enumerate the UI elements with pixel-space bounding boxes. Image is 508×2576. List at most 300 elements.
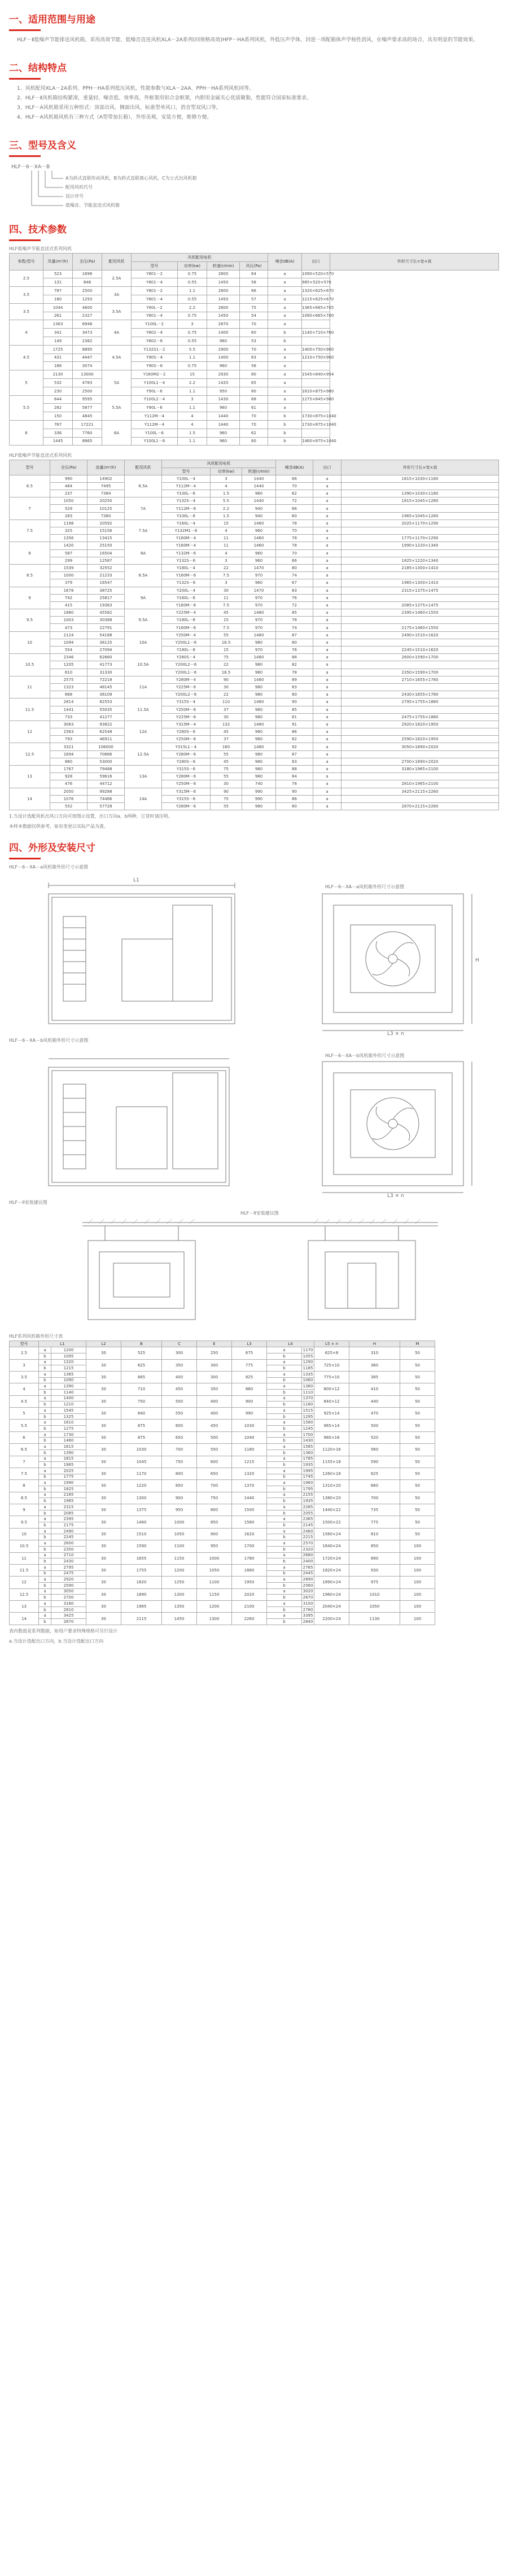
table-cell: [341, 617, 499, 624]
table-cell: 1610×875×980: [302, 387, 330, 395]
table-cell: 30: [86, 1564, 121, 1576]
table-cell: 665: [121, 1371, 162, 1383]
table-cell: 775: [349, 1516, 400, 1528]
table-cell: b: [267, 1558, 302, 1565]
table-cell: 1880: [50, 609, 87, 617]
table-cell: 30: [86, 1371, 121, 1383]
table-cell: 2346: [50, 654, 87, 661]
table-cell: 1935: [302, 1462, 314, 1468]
table-cell: 610: [50, 669, 87, 676]
table-cell: 1030: [232, 1420, 267, 1431]
table-cell: 1.1: [178, 437, 207, 446]
table-cell: b: [267, 1570, 302, 1577]
table-cell: a: [313, 505, 341, 512]
table-cell: 37: [211, 736, 242, 743]
table-cell: 30: [86, 1456, 121, 1468]
table1-caption: HLF低噪声节能直送式系列风机: [9, 246, 72, 251]
table-cell: b: [267, 1449, 302, 1456]
table-cell: 3: [211, 557, 242, 564]
table-cell: 2130: [43, 370, 73, 379]
table-cell: 100: [400, 1540, 435, 1552]
table-cell: 793: [50, 736, 87, 743]
table-cell: 2.2: [178, 378, 207, 387]
t2-head-outlet: 出口: [313, 460, 341, 475]
figure-b-svg: [9, 1045, 499, 1197]
model-size-cell: 7.5: [10, 1468, 39, 1479]
table-cell: 74: [276, 624, 313, 631]
table-cell: 725×10: [314, 1359, 349, 1371]
table-cell: b: [39, 1582, 51, 1588]
table-cell: 50: [400, 1371, 435, 1383]
table-cell: 1055: [302, 1353, 314, 1359]
model-size-cell: 8: [10, 1480, 39, 1492]
table-cell: 86: [276, 795, 313, 802]
table-cell: b: [39, 1449, 51, 1456]
table-cell: 450: [197, 1420, 232, 1431]
table-cell: 15156: [87, 527, 125, 535]
table-cell: b: [268, 412, 302, 421]
table-cell: 930: [349, 1564, 400, 1576]
table-cell: 66: [276, 557, 313, 564]
table-row: [10, 788, 499, 795]
table-cell: 1130: [349, 1613, 400, 1625]
table-cell: 57: [240, 295, 268, 303]
table-cell: b: [39, 1462, 51, 1468]
table-cell: 1155×18: [314, 1456, 349, 1468]
table-cell: 1995: [302, 1468, 314, 1474]
table-cell: 2800: [207, 270, 240, 278]
table-cell: Y180L－6: [162, 617, 211, 624]
table-cell: 3180: [51, 1601, 86, 1607]
table-cell: 45: [211, 758, 242, 765]
table-cell: [341, 594, 499, 601]
table-cell: 742: [50, 594, 87, 601]
table-cell: 1825×1220×1340: [341, 557, 499, 564]
table-cell: 57728: [87, 802, 125, 810]
section-3-title: 三、型号及含义: [9, 137, 499, 157]
table-cell: 1215: [51, 1365, 86, 1372]
table-cell: 149: [43, 337, 73, 345]
section-1-text: HLF－Ⅱ低噪声节能排送风机箱，采用高效节能、低噪音直连风机XLA－2A系列(同规格高效)HFP－HA系列风机，外低压声学体，封进一项配箱体声学杨性消风，在噪声要求高的场合，具有明显的节能效果。: [17, 37, 479, 43]
table-row: [10, 802, 499, 810]
table-cell: 3425×2115×2260: [341, 788, 499, 795]
table-cell: Y100L1－6: [132, 437, 178, 446]
table-cell: 75: [211, 766, 242, 773]
table-cell: 2115: [121, 1613, 162, 1625]
table-cell: a: [313, 661, 341, 669]
table-cell: 1545×840×954: [302, 370, 330, 379]
table-cell: 1380×20: [314, 1492, 349, 1504]
table-cell: 990: [242, 795, 276, 802]
table-row: [10, 1564, 499, 1570]
table-cell: 980: [242, 773, 276, 780]
table-cell: Y315S－6: [162, 766, 211, 773]
table-cell: a: [268, 404, 302, 412]
table-cell: 86: [276, 728, 313, 736]
table-cell: 15: [211, 647, 242, 654]
table-cell: a: [39, 1552, 51, 1558]
table-cell: a: [267, 1564, 302, 1570]
t2-head-noise: 噪音dB(A): [276, 460, 313, 475]
table-cell: b: [267, 1462, 302, 1468]
table-cell: 17221: [73, 420, 102, 429]
table-cell: a: [267, 1601, 302, 1607]
table-cell: 53000: [87, 758, 125, 765]
table-cell: 30: [86, 1480, 121, 1492]
table-cell: 282: [43, 404, 73, 412]
section-5-title: 四、外形及安装尺寸: [9, 840, 499, 859]
table-row: [10, 639, 499, 646]
table-cell: 1450: [207, 295, 240, 303]
table-row: [10, 1528, 499, 1534]
table-cell: 1560: [232, 1516, 267, 1528]
table-cell: 44712: [87, 780, 125, 788]
table-cell: a: [39, 1492, 51, 1498]
model-size-cell: 11: [10, 1552, 39, 1564]
table-cell: a: [313, 706, 341, 713]
table-cell: 1539: [50, 564, 87, 571]
fan-model-cell: 3.5A: [102, 303, 132, 320]
table-cell: 3395: [302, 1613, 314, 1619]
table-cell: a: [313, 557, 341, 564]
table-cell: 1310×20: [314, 1480, 349, 1492]
section-2-item: 1、风机配用XLA－2A系列、PPH－HA系列低压风机，性能参数与XLA－2AA、PPH－HA系列风机同等。: [17, 86, 255, 91]
table-cell: a: [268, 395, 302, 404]
table-cell: 970: [242, 594, 276, 601]
table-cell: 336: [43, 429, 73, 437]
table-cell: 0.75: [178, 312, 207, 320]
table-cell: a: [313, 624, 341, 631]
table-cell: 75: [211, 654, 242, 661]
table-cell: 1290: [302, 1359, 314, 1365]
table-cell: a: [268, 287, 302, 295]
table-cell: 50: [400, 1480, 435, 1492]
model-size-cell: 7: [10, 497, 50, 520]
t1-head-motor-group: 风机配用电机: [132, 254, 268, 262]
table-cell: b: [267, 1377, 302, 1383]
table-cell: 0.75: [178, 329, 207, 337]
table-cell: a: [267, 1504, 302, 1510]
table-row: [10, 329, 499, 337]
table-cell: 2475: [51, 1570, 86, 1577]
table-row: [10, 542, 499, 549]
table-cell: 1140: [51, 1389, 86, 1395]
table-cell: 0.75: [178, 362, 207, 370]
table-cell: 50: [400, 1408, 435, 1420]
table-cell: 523: [43, 270, 73, 278]
table-cell: 1515: [302, 1408, 314, 1414]
table-cell: 1250: [73, 295, 102, 303]
table-cell: 1430: [302, 1438, 314, 1444]
table-cell: 2155: [302, 1492, 314, 1498]
table-cell: 100: [400, 1552, 435, 1564]
dim-L3xn-b: L3 × n: [387, 1193, 404, 1199]
table-row: [10, 1504, 499, 1510]
table-cell: a: [268, 278, 302, 287]
table-cell: 2800: [207, 303, 240, 312]
table-cell: Y132S1－2: [132, 345, 178, 353]
model-size-cell: 6.5: [10, 475, 50, 497]
table-cell: 970: [242, 647, 276, 654]
table-cell: b: [267, 1582, 302, 1588]
table-cell: a: [313, 564, 341, 571]
table-cell: b: [39, 1510, 51, 1516]
table-cell: 1965×1045×1280: [341, 512, 499, 519]
table-cell: 1440: [242, 475, 276, 482]
parameter-table-1: [9, 253, 499, 446]
table-cell: 473: [50, 624, 87, 631]
table-cell: 650: [162, 1431, 197, 1443]
dimension-table: [9, 1341, 499, 1625]
table-cell: 1720×24: [314, 1552, 349, 1564]
table-cell: 80: [276, 802, 313, 810]
table-cell: 4: [178, 412, 207, 421]
table-cell: 1170: [121, 1468, 162, 1479]
table-cell: 50: [400, 1528, 435, 1540]
table-cell: 2575: [50, 676, 87, 683]
table-cell: 1198: [50, 519, 87, 527]
table-cell: 1500: [232, 1504, 267, 1516]
table-cell: a: [313, 676, 341, 683]
table-cell: 1950: [232, 1577, 267, 1588]
table-cell: Y160M2－2: [132, 370, 178, 379]
table-cell: 4: [211, 482, 242, 490]
table-cell: b: [39, 1595, 51, 1601]
t2-body: [10, 475, 499, 810]
model-size-cell: 4: [10, 1383, 39, 1395]
table-cell: 1350: [162, 1601, 197, 1613]
t2-head-motor-group: 风机配用电机: [162, 460, 276, 468]
table-cell: b: [39, 1522, 51, 1529]
model-size-cell: 8.5: [10, 564, 50, 587]
table-cell: 83: [276, 587, 313, 594]
table-cell: Y315M－4: [162, 721, 211, 728]
table-row: [10, 795, 499, 802]
table-cell: 990: [242, 788, 276, 795]
table-cell: a: [39, 1504, 51, 1510]
table-cell: 1400: [207, 329, 240, 337]
table-cell: 10125: [87, 505, 125, 512]
t3-head-L3: L3: [232, 1341, 267, 1347]
table-cell: 2800: [207, 287, 240, 295]
table-cell: 62660: [87, 654, 125, 661]
table-cell: Y90L－6: [132, 387, 178, 395]
figure-b-drawing: [9, 1045, 499, 1197]
table-cell: 30: [86, 1492, 121, 1504]
table-cell: 82553: [87, 698, 125, 706]
table-cell: a: [267, 1383, 302, 1390]
model-size-cell: 10: [10, 631, 50, 654]
table-cell: 7.5: [211, 601, 242, 609]
table-cell: 54: [240, 312, 268, 320]
model-size-cell: 13: [10, 766, 50, 788]
table-cell: [341, 549, 499, 557]
fan-model-cell: 4.5A: [102, 345, 132, 370]
table-cell: 385: [349, 1371, 400, 1383]
table-cell: 132: [211, 721, 242, 728]
table-cell: 30: [86, 1516, 121, 1528]
table-cell: 2795×1755×1880: [341, 698, 499, 706]
table-cell: [341, 773, 499, 780]
table-cell: 2590×1820×1950: [341, 736, 499, 743]
table-cell: 2840: [302, 1619, 314, 1625]
table-row: [10, 728, 499, 736]
table-cell: 2215: [302, 1534, 314, 1540]
table-cell: b: [267, 1413, 302, 1420]
table-cell: 1440: [207, 420, 240, 429]
fan-model-cell: 5A: [102, 370, 132, 395]
fan-model-cell: 2.5A: [102, 270, 132, 287]
table-cell: 7.5: [211, 624, 242, 631]
table-cell: a: [313, 497, 341, 505]
table-cell: 1076: [50, 795, 87, 802]
model-size-cell: 7: [10, 1456, 39, 1468]
table-cell: 1363: [43, 320, 73, 329]
dim-H-a: H: [475, 958, 479, 964]
table-cell: 1730: [51, 1431, 86, 1438]
table-row: [10, 766, 499, 773]
table-row: [10, 1540, 499, 1547]
table-cell: a: [313, 542, 341, 549]
table-cell: a: [313, 587, 341, 594]
table-cell: a: [313, 736, 341, 743]
table-row: [10, 387, 499, 395]
table-cell: 1205: [50, 661, 87, 669]
table-cell: 1323: [50, 683, 87, 691]
table-cell: 554: [50, 647, 87, 654]
table-cell: 2810×1965×2100: [341, 780, 499, 788]
table-cell: Y100L2－4: [132, 395, 178, 404]
t1-head-flow: 风量(m³/h): [43, 254, 73, 270]
table-cell: 2900: [207, 345, 240, 353]
table-row: [10, 270, 499, 278]
table-row: [10, 519, 499, 527]
table-cell: 37: [211, 706, 242, 713]
table-cell: 1480: [242, 631, 276, 639]
table-cell: 850: [349, 1540, 400, 1552]
table-cell: 767: [43, 420, 73, 429]
table-cell: 1450: [162, 1613, 197, 1625]
table-cell: 1460×875×1040: [302, 437, 330, 446]
model-size-cell: 14: [10, 1613, 39, 1625]
table-cell: 90: [211, 676, 242, 683]
table-cell: Y160L－6: [162, 594, 211, 601]
table-cell: 30: [86, 1468, 121, 1479]
table-cell: 100: [400, 1588, 435, 1600]
model-size-cell: 5.5: [10, 1420, 39, 1431]
table-cell: 283: [50, 512, 87, 519]
table-cell: 1420: [50, 542, 87, 549]
table-cell: 131: [43, 278, 73, 287]
table-cell: 3180×1965×2100: [341, 766, 499, 773]
table-cell: b: [39, 1486, 51, 1492]
table-cell: 1965: [51, 1462, 86, 1468]
table-cell: Y112M－6: [162, 505, 211, 512]
table-cell: 90: [276, 788, 313, 795]
table-cell: 850: [197, 1516, 232, 1528]
table-cell: 2600: [51, 1540, 86, 1547]
table-cell: 980×16: [314, 1431, 349, 1443]
table-cell: 30: [86, 1601, 121, 1613]
table-cell: 79488: [87, 766, 125, 773]
table-cell: 800: [197, 1504, 232, 1516]
table-cell: a: [39, 1347, 51, 1354]
table-cell: 85: [276, 609, 313, 617]
table-cell: 350: [162, 1359, 197, 1371]
table-cell: 1480: [242, 721, 276, 728]
table-cell: b: [39, 1606, 51, 1613]
table-cell: a: [313, 572, 341, 579]
table-cell: 2930: [207, 370, 240, 379]
table-cell: a: [39, 1371, 51, 1377]
table-cell: 2100: [232, 1601, 267, 1613]
table-row: [10, 378, 499, 387]
table-cell: 12587: [87, 557, 125, 564]
table-cell: 1320: [232, 1468, 267, 1479]
table-cell: 1480: [242, 654, 276, 661]
table-cell: 1360: [302, 1383, 314, 1390]
table-cell: 66: [240, 287, 268, 295]
table-cell: a: [39, 1431, 51, 1438]
table-cell: Y100L－2: [132, 320, 178, 329]
table-cell: 27094: [87, 647, 125, 654]
t2-head-speed: 转速(r/min): [242, 468, 276, 475]
t1-head-speed: 转速(r/min): [207, 261, 240, 270]
table-cell: 350: [197, 1383, 232, 1395]
model-size-cell: 3: [10, 1359, 39, 1371]
table-cell: 960: [207, 362, 240, 370]
table3-note: 表内数值是系列数据，如用户要求特殊规格可另行设计: [9, 1628, 117, 1634]
t2-head-flow: 流量(m³/h): [87, 460, 125, 475]
table-cell: 88: [276, 766, 313, 773]
table-cell: 1400: [207, 353, 240, 362]
table-cell: 63: [240, 353, 268, 362]
table-cell: 500: [349, 1420, 400, 1431]
table-cell: 261: [43, 312, 73, 320]
table-cell: Y802－6: [132, 337, 178, 345]
table-cell: 980: [242, 736, 276, 743]
table-cell: a: [313, 512, 341, 519]
table-cell: 410: [349, 1383, 400, 1395]
table-cell: Y801－4: [132, 278, 178, 287]
table-cell: 1815: [51, 1456, 86, 1462]
table-cell: Y315M－6: [162, 788, 211, 795]
table-cell: 2700×1890×2020: [341, 758, 499, 765]
table-cell: a: [39, 1540, 51, 1547]
table-cell: [341, 683, 499, 691]
table-cell: 2245: [51, 1534, 86, 1540]
table-cell: a: [267, 1408, 302, 1414]
table-cell: 980: [242, 750, 276, 758]
table-cell: b: [39, 1365, 51, 1372]
table2-note: 1.当设计选配风机出风口方向可按图示设置，出口方向a、b两种，订货时请注明。: [9, 814, 173, 819]
table-cell: 45582: [87, 609, 125, 617]
table-cell: a: [39, 1480, 51, 1486]
table-cell: Y280S－6: [162, 758, 211, 765]
fan-model-cell: 7.5A: [125, 519, 162, 542]
table-cell: a: [313, 475, 341, 482]
table-cell: 925×14: [314, 1408, 349, 1420]
table-cell: a: [313, 549, 341, 557]
table-cell: 1275×845×980: [302, 395, 330, 404]
table-cell: 22: [211, 661, 242, 669]
table-cell: 1060: [302, 1377, 314, 1383]
table-cell: 237: [50, 490, 87, 497]
table-cell: 625: [121, 1359, 162, 1371]
table-cell: Y250M－4: [162, 631, 211, 639]
table-cell: 0.75: [178, 270, 207, 278]
table-cell: 16504: [87, 549, 125, 557]
